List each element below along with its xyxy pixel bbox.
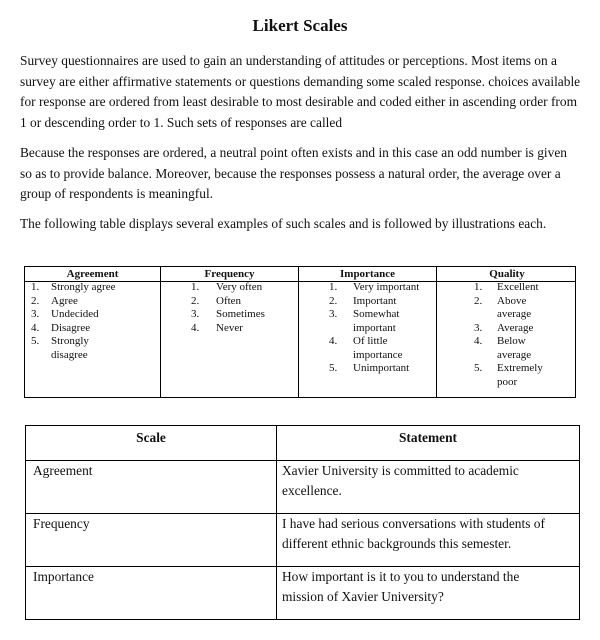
scale-option: 1. Very often <box>191 281 263 293</box>
scale-option: 3. Average <box>474 321 534 334</box>
scale-column-importance <box>299 267 436 376</box>
scale-option: 2. Often <box>191 294 242 307</box>
statement-header: Statement <box>398 430 457 445</box>
scale-column-header: Quality <box>489 268 525 280</box>
scale-option: 5. Extremely poor <box>474 362 543 388</box>
table-intro-paragraph: The following table displays several examples of such scales and is followed by illustrations each. <box>20 216 547 231</box>
scale-option: 2. Above average <box>474 294 532 320</box>
scale-option: 1. Excellent <box>474 281 539 293</box>
scale-option: 1. Very important <box>329 281 420 293</box>
scale-column-header: Frequency <box>204 268 255 280</box>
scale-option: 5. Strongly disagree <box>31 335 89 361</box>
scale-option: 4. Never <box>191 321 243 334</box>
row-scale: Agreement <box>33 463 93 478</box>
scale-column-agreement <box>25 267 160 362</box>
scale-option: 3. Sometimes <box>191 308 265 320</box>
neutral-point-paragraph: Because the responses are ordered, a neutral point often exists and in this case an odd number is given so as to provide balance. Moreover, because the responses possess a natural order, the average over a group of respondents is meaningful. <box>20 145 567 201</box>
scale-header: Scale <box>136 430 166 445</box>
row-statement: I have had serious conversations with students of different ethnic backgrounds this semester. <box>282 516 545 551</box>
scale-column-header: Agreement <box>66 268 119 280</box>
scale-option: 4. Disagree <box>31 321 91 334</box>
scale-option: 1. Strongly agree <box>31 281 116 293</box>
scales-table <box>24 266 576 398</box>
intro-paragraph: Survey questionnaires are used to gain an understanding of attitudes or perceptions. Most items on a survey are either affirmative statements or questions demanding some scaled response. choices available for response are ordered from least desirable to most desirable and coded either in ascending order from 1 or descending order to 1. Such sets of responses are called <box>20 53 581 130</box>
scale-option: 4. Below average <box>474 335 532 361</box>
scale-option: 2. Important <box>329 294 397 307</box>
scale-option: 4. Of little importance <box>329 335 403 361</box>
row-statement: Xavier University is committed to academic excellence. <box>282 463 519 498</box>
row-scale: Frequency <box>33 516 90 531</box>
scale-option: 5. Unimportant <box>329 362 410 374</box>
scale-column-header: Importance <box>340 268 395 280</box>
scale-option: 2. Agree <box>31 294 78 307</box>
row-statement: How important is it to you to understand the mission of Xavier University? <box>282 569 520 604</box>
scale-option: 3. Somewhat important <box>329 308 400 334</box>
statement-table <box>25 425 580 620</box>
scale-option: 3. Undecided <box>31 308 99 320</box>
scale-column-quality <box>437 267 577 389</box>
scale-column-frequency <box>161 267 298 335</box>
row-scale: Importance <box>33 569 94 584</box>
page-title: Likert Scales <box>252 16 348 35</box>
